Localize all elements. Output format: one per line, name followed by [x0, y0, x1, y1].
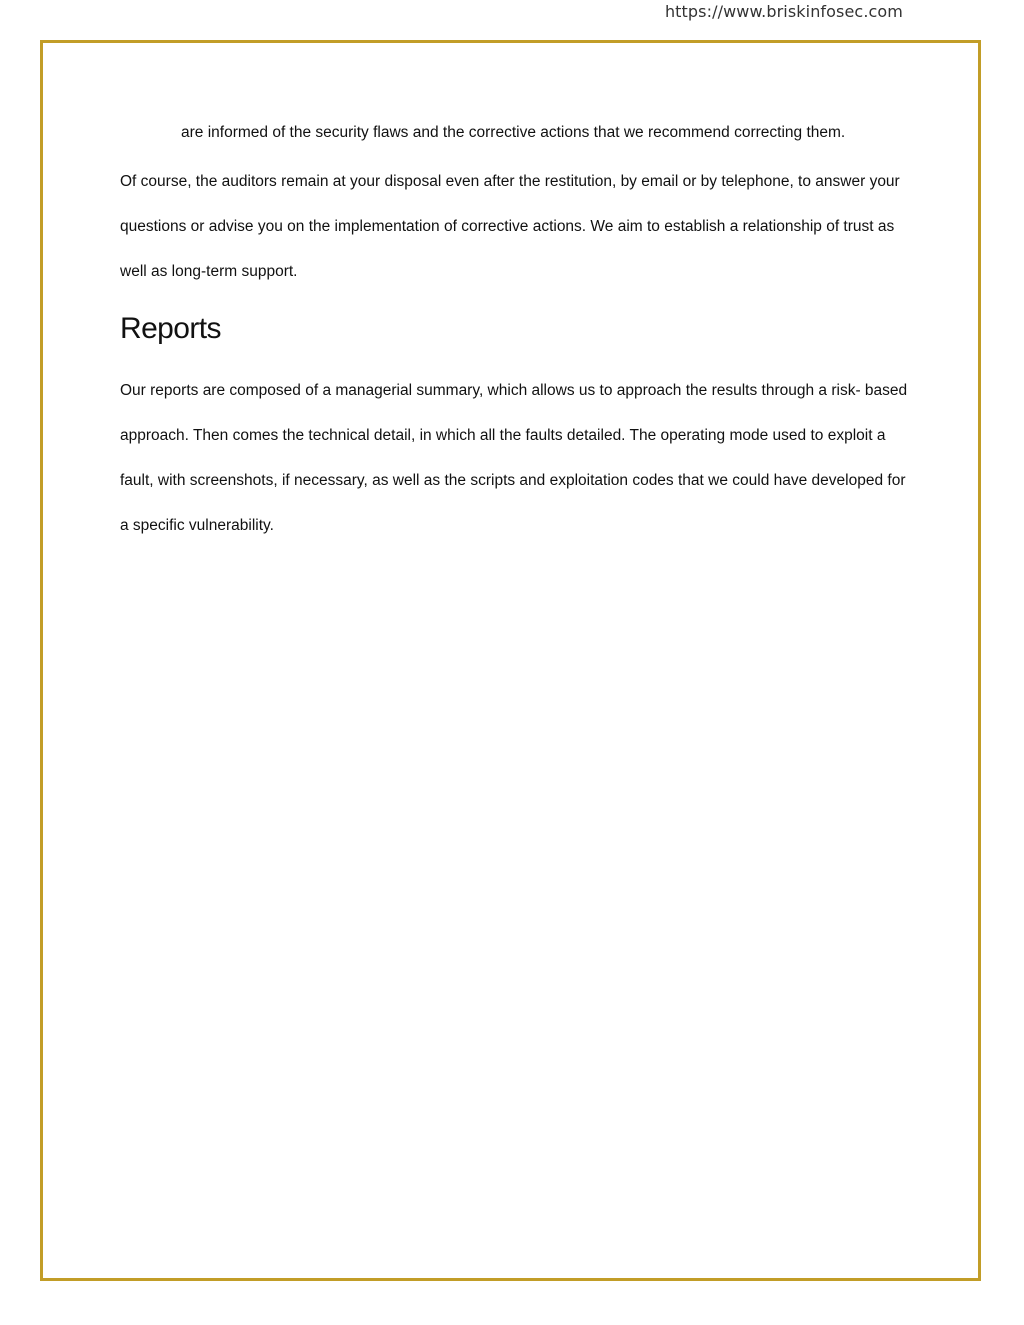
- paragraph-support: Of course, the auditors remain at your disposal even after the restitution, by email or by telephone, to answer your questions or advise you on the implementation of corrective actions. We aim to establish a relationship of trust as well as long-term support.: [120, 173, 900, 280]
- document-body: [120, 110, 910, 561]
- paragraph-reports: Our reports are composed of a managerial summary, which allows us to approach the results through a risk- based approach. Then comes the technical detail, in which all the faults detailed. The operating mode used to exploit a fault, with screenshots, if necessary, as well as the scripts and exploitation codes that we could have developed for a specific vulnerability.: [120, 382, 908, 534]
- header-url: https://www.briskinfosec.com: [664, 2, 903, 21]
- section-heading-reports: Reports: [120, 312, 221, 345]
- paragraph-continued: are informed of the security flaws and the corrective actions that we recommend correcting them.: [181, 124, 846, 141]
